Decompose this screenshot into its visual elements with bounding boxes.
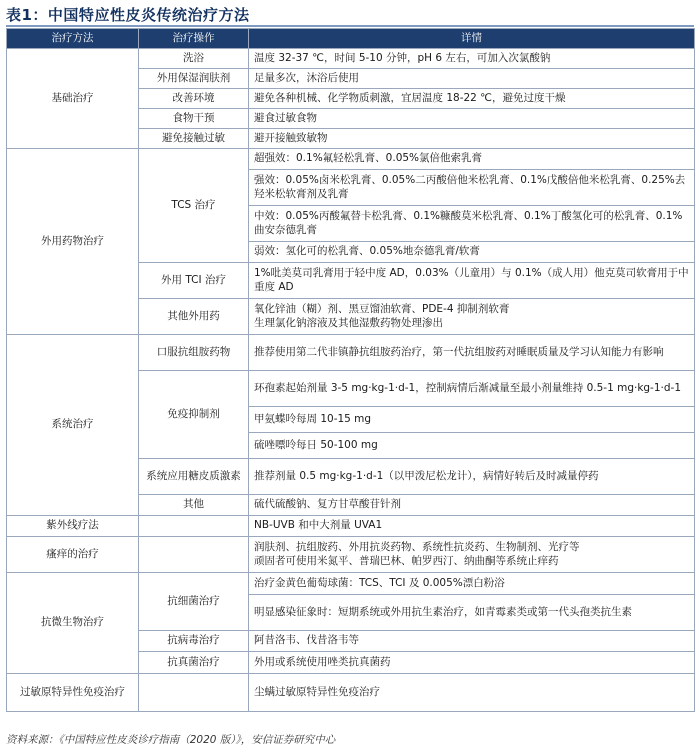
detail-cell: 硫唑嘌呤每日 50-100 mg: [249, 433, 695, 459]
detail-cell: 阿昔洛韦、伐昔洛韦等: [249, 631, 695, 652]
detail-cell: 避食过敏食物: [249, 109, 695, 129]
table-row: [7, 335, 695, 371]
category-uv: 紫外线疗法: [7, 516, 139, 537]
detail-cell: 推荐使用第二代非镇静抗组胺药治疗，第一代抗组胺药对睡眠质量及学习认知能力有影响: [249, 335, 695, 371]
detail-cell: [249, 537, 695, 573]
op-tcs: TCS 治疗: [139, 149, 249, 263]
table-row: [7, 537, 695, 573]
table-title: 表1：中国特应性皮炎传统治疗方法: [6, 6, 250, 24]
detail-cell: 甲氨蝶呤每周 10-15 mg: [249, 407, 695, 433]
op-empty: [139, 674, 249, 712]
op-cell: 改善环境: [139, 89, 249, 109]
detail-cell: [249, 299, 695, 335]
detail-cell: 足量多次，沐浴后使用: [249, 69, 695, 89]
table-row: [7, 674, 695, 712]
detail-cell: NB-UVB 和中大剂量 UVA1: [249, 516, 695, 537]
header-method: 治疗方法: [7, 29, 139, 49]
detail-cell: 温度 32-37 ℃，时间 5-10 分钟，pH 6 左右，可加入次氯酸钠: [249, 49, 695, 69]
detail-line: 生理氯化钠溶液及其他湿敷药物处理渗出: [254, 316, 443, 329]
detail-cell: 外用或系统使用唑类抗真菌药: [249, 652, 695, 674]
category-allergen: 过敏原特异性免疫治疗: [7, 674, 139, 712]
table-header-row: [7, 29, 695, 49]
op-glucocorticoid: 系统应用糖皮质激素: [139, 459, 249, 495]
op-other-topical: 其他外用药: [139, 299, 249, 335]
detail-cell: 避开接触致敏物: [249, 129, 695, 149]
op-cell: 避免接触过敏: [139, 129, 249, 149]
op-cell: 洗浴: [139, 49, 249, 69]
op-tci: 外用 TCI 治疗: [139, 263, 249, 299]
category-systemic: 系统治疗: [7, 335, 139, 516]
detail-line: 顽固者可使用米氮平、普瑞巴林、帕罗西汀、纳曲酮等系统止痒药: [254, 554, 559, 567]
op-empty: [139, 516, 249, 537]
table-row: [7, 149, 695, 170]
op-cell: 外用保湿润肤剂: [139, 69, 249, 89]
op-empty: [139, 537, 249, 573]
title-rule: [6, 25, 694, 27]
table-row: [7, 516, 695, 537]
op-antihistamine: 口服抗组胺药物: [139, 335, 249, 371]
detail-cell: 治疗金黄色葡萄球菌：TCS、TCI 及 0.005%漂白粉浴: [249, 573, 695, 595]
op-immunosuppressant: 免疫抑制剂: [139, 371, 249, 459]
category-basic: 基础治疗: [7, 49, 139, 149]
detail-cell: 弱效：氢化可的松乳膏、0.05%地奈德乳膏/软膏: [249, 242, 695, 263]
detail-cell: 避免各种机械、化学物质刺激，宜居温度 18-22 ℃，避免过度干燥: [249, 89, 695, 109]
source-note: 资料来源：《中国特应性皮炎诊疗指南（2020 版）》，安信证券研究中心: [6, 734, 336, 746]
table-row: [7, 573, 695, 595]
detail-cell: 1%吡美莫司乳膏用于轻中度 AD，0.03%（儿童用）与 0.1%（成人用）他克莫司软膏用于中重度 AD: [249, 263, 695, 299]
category-pruritus: 瘙痒的治疗: [7, 537, 139, 573]
header-detail: 详情: [249, 29, 695, 49]
detail-cell: 推荐剂量 0.5 mg·kg-1·d-1（以甲泼尼松龙计），病情好转后及时减量停药: [249, 459, 695, 495]
header-operation: 治疗操作: [139, 29, 249, 49]
op-other-systemic: 其他: [139, 495, 249, 516]
category-topical: 外用药物治疗: [7, 149, 139, 335]
detail-cell: 超强效：0.1%氟轻松乳膏、0.05%氯倍他索乳膏: [249, 149, 695, 170]
detail-cell: 环孢素起始剂量 3-5 mg·kg-1·d-1，控制病情后渐减量至最小剂量维持 0.5-1 mg·kg-1·d-1: [249, 371, 695, 407]
treatment-table: [6, 28, 695, 712]
detail-cell: 尘螨过敏原特异性免疫治疗: [249, 674, 695, 712]
detail-cell: 明显感染征象时：短期系统或外用抗生素治疗，如青霉素类或第一代头孢类抗生素: [249, 595, 695, 631]
detail-line: 氧化锌油（糊）剂、黑豆馏油软膏、PDE-4 抑制剂软膏: [254, 302, 510, 315]
op-antibacterial: 抗细菌治疗: [139, 573, 249, 631]
detail-cell: 强效：0.05%卤米松乳膏、0.05%二丙酸倍他米松乳膏、0.1%戊酸倍他米松乳膏、0.25%去羟米松软膏剂及乳膏: [249, 170, 695, 206]
op-cell: 食物干预: [139, 109, 249, 129]
detail-cell: 中效：0.05%丙酸氟替卡松乳膏、0.1%糠酸莫米松乳膏、0.1%丁酸氢化可的松乳膏、0.1%曲安奈德乳膏: [249, 206, 695, 242]
category-antimicrobial: 抗微生物治疗: [7, 573, 139, 674]
op-antifungal: 抗真菌治疗: [139, 652, 249, 674]
detail-line: 润肤剂、抗组胺药、外用抗炎药物、系统性抗炎药、生物制剂、光疗等: [254, 540, 580, 553]
table-row: [7, 49, 695, 69]
detail-cell: 硫代硫酸钠、复方甘草酸苷针剂: [249, 495, 695, 516]
op-antiviral: 抗病毒治疗: [139, 631, 249, 652]
